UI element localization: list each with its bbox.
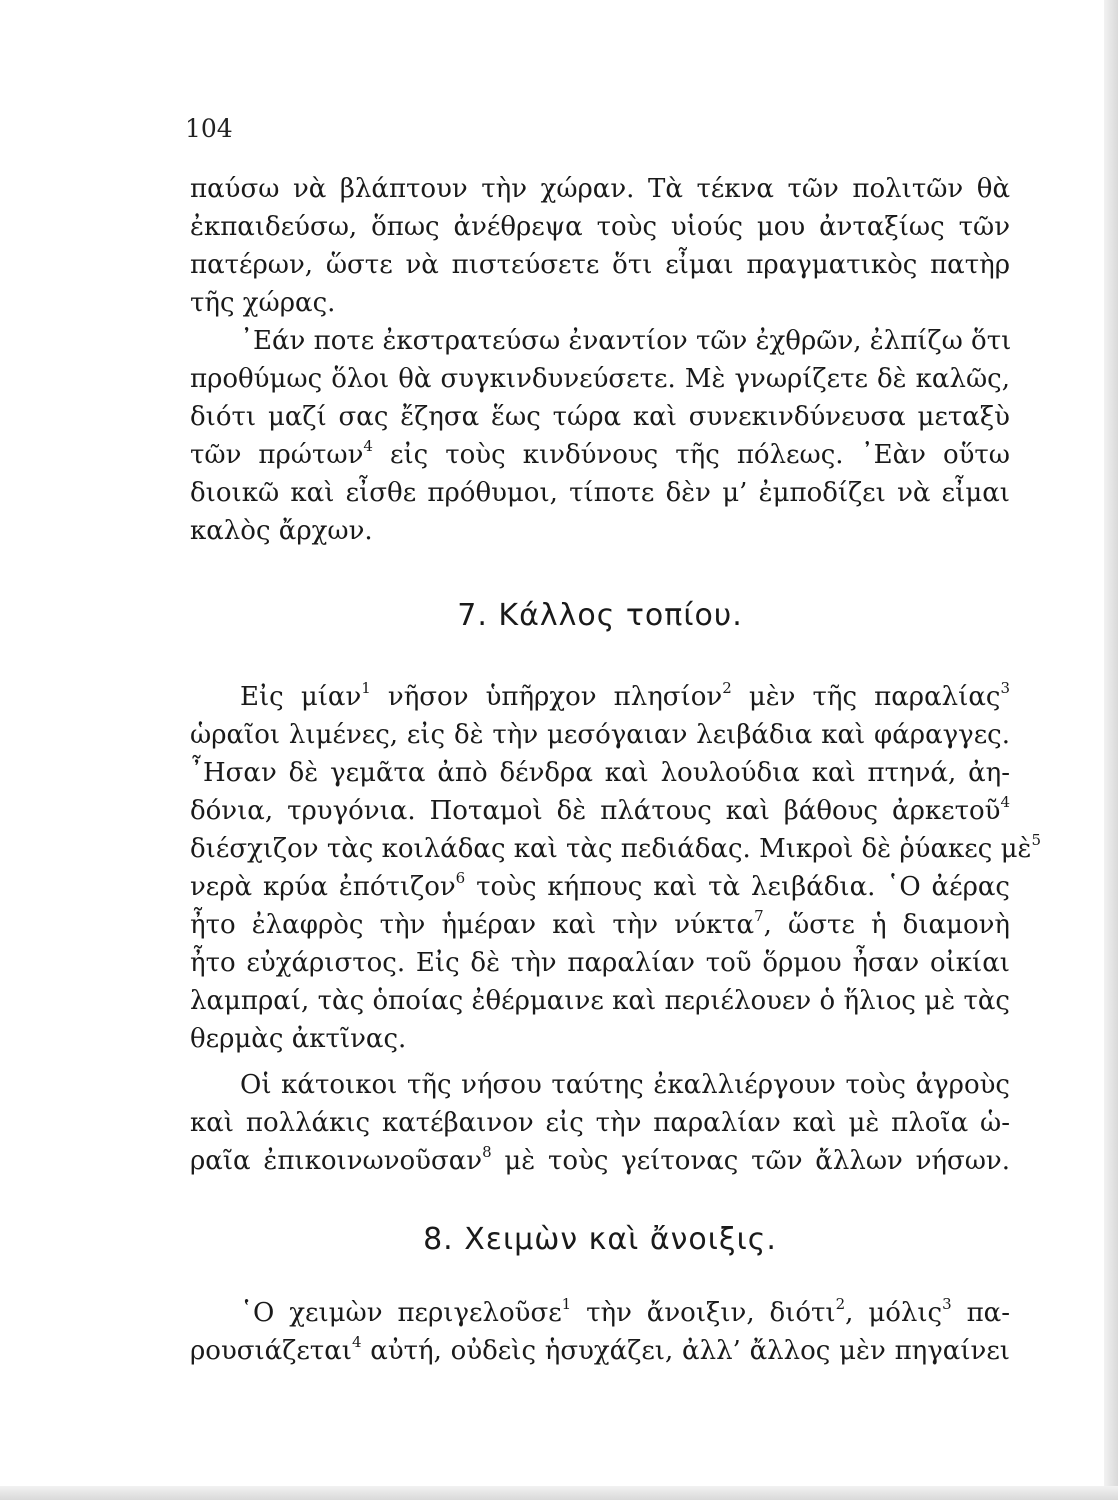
text-line: λαμπραί, τὰς ὁποίας ἐθέρμαινε καὶ περιέλουεν ὁ ἥλιος μὲ τὰς xyxy=(190,986,1010,1016)
text-segment: τοὺς κήπους καὶ τὰ λειβάδια. ῾Ο ἀέρας xyxy=(465,872,1010,902)
text-line: διότι μαζί σας ἔζησα ἕως τώρα καὶ συνεκινδύνευσα μεταξὺ xyxy=(190,402,1010,432)
text-segment: εἰς τοὺς κινδύνους τῆς πόλεως. ᾿Εὰν οὕτω xyxy=(390,440,1011,470)
page-edge-bottom xyxy=(0,1486,1118,1500)
footnote-marker: 6 xyxy=(455,869,466,888)
text-segment: πα- xyxy=(951,1298,1010,1328)
text-line: προθύμως ὅλοι θὰ συγκινδυνεύσετε. Μὲ γνωρίζετε δὲ καλῶς, xyxy=(190,364,1010,394)
paragraph-campaign xyxy=(190,322,1010,550)
text-line: καλὸς ἄρχων. xyxy=(190,516,373,546)
paragraph-winter-spring xyxy=(190,1294,1010,1370)
text-segment: νερὰ κρύα ἐπότιζον xyxy=(190,872,456,902)
footnote-marker: 4 xyxy=(351,1333,362,1352)
text-segment: ἦτο ἐλαφρὸς τὴν ἡμέραν καὶ τὴν νύκτα xyxy=(190,910,755,940)
text-segment: ρουσιάζεται xyxy=(190,1336,352,1366)
text-line: Οἱ κάτοικοι τῆς νήσου ταύτης ἐκαλλιέργουν τοὺς ἀγροὺς xyxy=(240,1070,1010,1100)
footnote-marker: 5 xyxy=(1031,831,1041,850)
text-segment: διέσχιζον τὰς κοιλάδας καὶ τὰς πεδιάδας. Μικροὶ δὲ ῥύακες μὲ xyxy=(190,834,1032,864)
text-line xyxy=(190,436,1010,474)
text-line: πατέρων, ὥστε νὰ πιστεύσετε ὅτι εἶμαι πραγματικὸς πατὴρ xyxy=(190,250,1010,280)
text-line xyxy=(190,1294,1010,1332)
footnote-marker: 2 xyxy=(722,679,732,698)
footnote-marker: 7 xyxy=(754,907,764,926)
text-segment: μὲ τοὺς γείτονας τῶν ἄλλων νήσων. xyxy=(491,1146,1011,1176)
text-line: ἦτο εὐχάριστος. Εἰς δὲ τὴν παραλίαν τοῦ ὅρμου ἦσαν οἰκίαι xyxy=(190,948,1010,978)
footnote-marker: 2 xyxy=(835,1295,846,1314)
text-line: καὶ πολλάκις κατέβαινον εἰς τὴν παραλίαν καὶ μὲ πλοῖα ὡ- xyxy=(190,1108,1010,1138)
text-line xyxy=(190,868,1010,906)
text-line: θερμὰς ἀκτῖνας. xyxy=(190,1024,407,1054)
text-line: ἐκπαιδεύσω, ὅπως ἀνέθρεψα τοὺς υἱούς μου ἀνταξίως τῶν xyxy=(190,212,1010,242)
text-line: ᾿Εάν ποτε ἐκστρατεύσω ἐναντίον τῶν ἐχθρῶν, ἐλπίζω ὅτι xyxy=(240,326,1012,356)
text-line: παύσω νὰ βλάπτουν τὴν χώραν. Τὰ τέκνα τῶν πολιτῶν θὰ xyxy=(190,174,1010,204)
page-edge-right xyxy=(1104,0,1118,1500)
text-line xyxy=(190,1332,1010,1370)
paragraph-continuation xyxy=(190,170,1010,322)
paragraph-landscape xyxy=(190,678,1041,1058)
footnote-marker: 4 xyxy=(1000,793,1010,812)
page-number: 104 xyxy=(185,114,233,143)
text-line: ῏Ησαν δὲ γεμᾶτα ἀπὸ δένδρα καὶ λουλούδια καὶ πτηνά, ἀη- xyxy=(190,758,1010,788)
section-heading-7: 7. Κάλλος τοπίου. xyxy=(457,598,743,633)
text-line xyxy=(190,678,1010,716)
footnote-marker: 1 xyxy=(361,679,371,698)
section-heading-8: 8. Χειμὼν καὶ ἄνοιξις. xyxy=(423,1222,777,1257)
text-line xyxy=(190,830,1041,868)
text-segment: ῾Ο χειμὼν περιγελοῦσε xyxy=(240,1298,562,1328)
footnote-marker: 3 xyxy=(942,1295,952,1314)
text-segment: δόνια, τρυγόνια. Ποταμοὶ δὲ πλάτους καὶ βάθους ἀρκετοῦ xyxy=(190,796,1001,826)
text-line: ὡραῖοι λιμένες, εἰς δὲ τὴν μεσόγαιαν λειβάδια καὶ φάραγγες. xyxy=(190,720,1010,750)
text-segment: , μόλις xyxy=(845,1298,943,1328)
text-segment: μὲν τῆς παραλίας xyxy=(731,682,1001,712)
text-segment: Εἰς μίαν xyxy=(240,682,362,712)
text-segment: , ὥστε ἡ διαμονὴ xyxy=(763,910,1011,940)
text-segment: τὴν ἄνοιξιν, διότι xyxy=(571,1298,836,1328)
footnote-marker: 8 xyxy=(482,1143,492,1162)
text-line: τῆς χώρας. xyxy=(190,288,336,318)
paragraph-inhabitants xyxy=(190,1066,1010,1180)
text-segment: αὐτή, οὐδεὶς ἡσυχάζει, ἀλλ’ ἄλλος μὲν πηγαίνει xyxy=(361,1336,1010,1366)
footnote-marker: 4 xyxy=(363,437,373,456)
text-line xyxy=(190,792,1010,830)
footnote-marker: 1 xyxy=(561,1295,572,1314)
text-line: διοικῶ καὶ εἶσθε πρόθυμοι, τίποτε δὲν μ’ ἐμποδίζει νὰ εἶμαι xyxy=(190,478,1010,508)
footnote-marker: 3 xyxy=(1000,679,1010,698)
text-segment: ραῖα ἐπικοινωνοῦσαν xyxy=(190,1146,483,1176)
text-line xyxy=(190,906,1010,944)
text-line xyxy=(190,1142,1010,1180)
text-segment: νῆσον ὑπῆρχον πλησίον xyxy=(370,682,723,712)
text-segment: τῶν πρώτων xyxy=(190,440,364,470)
